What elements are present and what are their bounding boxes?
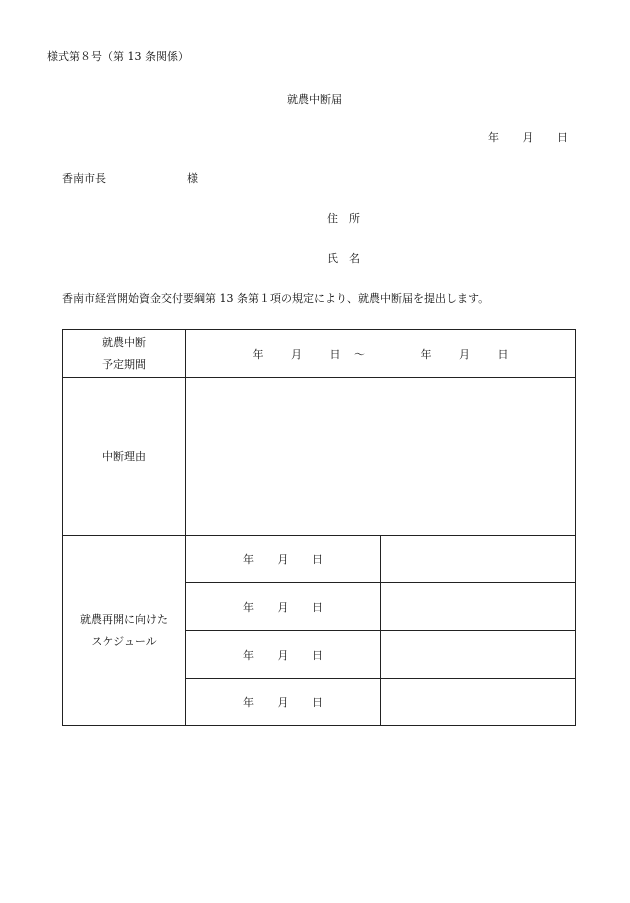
schedule-label-line2: スケジュール <box>91 634 157 648</box>
period-day2: 日 <box>497 347 509 361</box>
schedule-month: 月 <box>277 600 289 614</box>
period-label-cell <box>63 330 186 378</box>
schedule-detail-cell[interactable] <box>381 631 576 679</box>
schedule-day: 日 <box>312 553 323 566</box>
schedule-month: 月 <box>277 553 289 566</box>
period-value-cell[interactable] <box>186 330 576 378</box>
name-label: 氏 名 <box>327 252 360 265</box>
addressee-honorific: 様 <box>187 172 198 185</box>
reason-row <box>63 378 576 536</box>
address-label: 住 所 <box>327 212 360 225</box>
period-row <box>63 330 576 378</box>
schedule-month: 月 <box>277 648 289 662</box>
schedule-date-cell[interactable] <box>186 583 381 631</box>
schedule-month: 月 <box>277 696 289 709</box>
addressee-name: 香南市長 <box>62 172 106 185</box>
date-year: 年 <box>488 131 499 144</box>
suspension-form-table <box>62 329 576 726</box>
document-title: 就農中断届 <box>287 93 342 106</box>
schedule-date-cell[interactable] <box>186 679 381 726</box>
schedule-year: 年 <box>243 600 254 614</box>
reason-label: 中断理由 <box>63 378 186 536</box>
period-tilde: ～ <box>354 347 365 361</box>
period-label-line1: 就農中断 <box>102 335 146 349</box>
period-month2: 月 <box>459 347 470 361</box>
period-day1: 日 <box>329 347 341 361</box>
schedule-year: 年 <box>243 648 254 662</box>
schedule-detail-cell[interactable] <box>381 536 576 583</box>
date-day: 日 <box>557 131 568 144</box>
schedule-detail-cell[interactable] <box>381 583 576 631</box>
period-year1: 年 <box>252 347 264 361</box>
schedule-label-cell <box>63 536 186 726</box>
schedule-year: 年 <box>243 696 254 709</box>
period-label-line2: 予定期間 <box>102 357 146 371</box>
date-month: 月 <box>522 131 534 144</box>
schedule-day: 日 <box>312 600 323 614</box>
schedule-day: 日 <box>312 648 323 662</box>
statement-text: 香南市経営開始資金交付要綱第 13 条第１項の規定により、就農中断届を提出します。 <box>62 292 490 305</box>
schedule-date-cell[interactable] <box>186 631 381 679</box>
schedule-row <box>63 536 576 583</box>
schedule-label-line1: 就農再開に向けた <box>80 612 168 626</box>
period-month1: 月 <box>291 347 302 361</box>
schedule-year: 年 <box>243 553 254 566</box>
period-year2: 年 <box>420 347 432 361</box>
schedule-date-cell[interactable] <box>186 536 381 583</box>
form-number: 様式第８号（第 13 条関係） <box>47 50 189 63</box>
schedule-day: 日 <box>312 696 323 709</box>
schedule-detail-cell[interactable] <box>381 679 576 726</box>
reason-input-area[interactable] <box>186 378 576 536</box>
submission-date <box>488 131 568 145</box>
